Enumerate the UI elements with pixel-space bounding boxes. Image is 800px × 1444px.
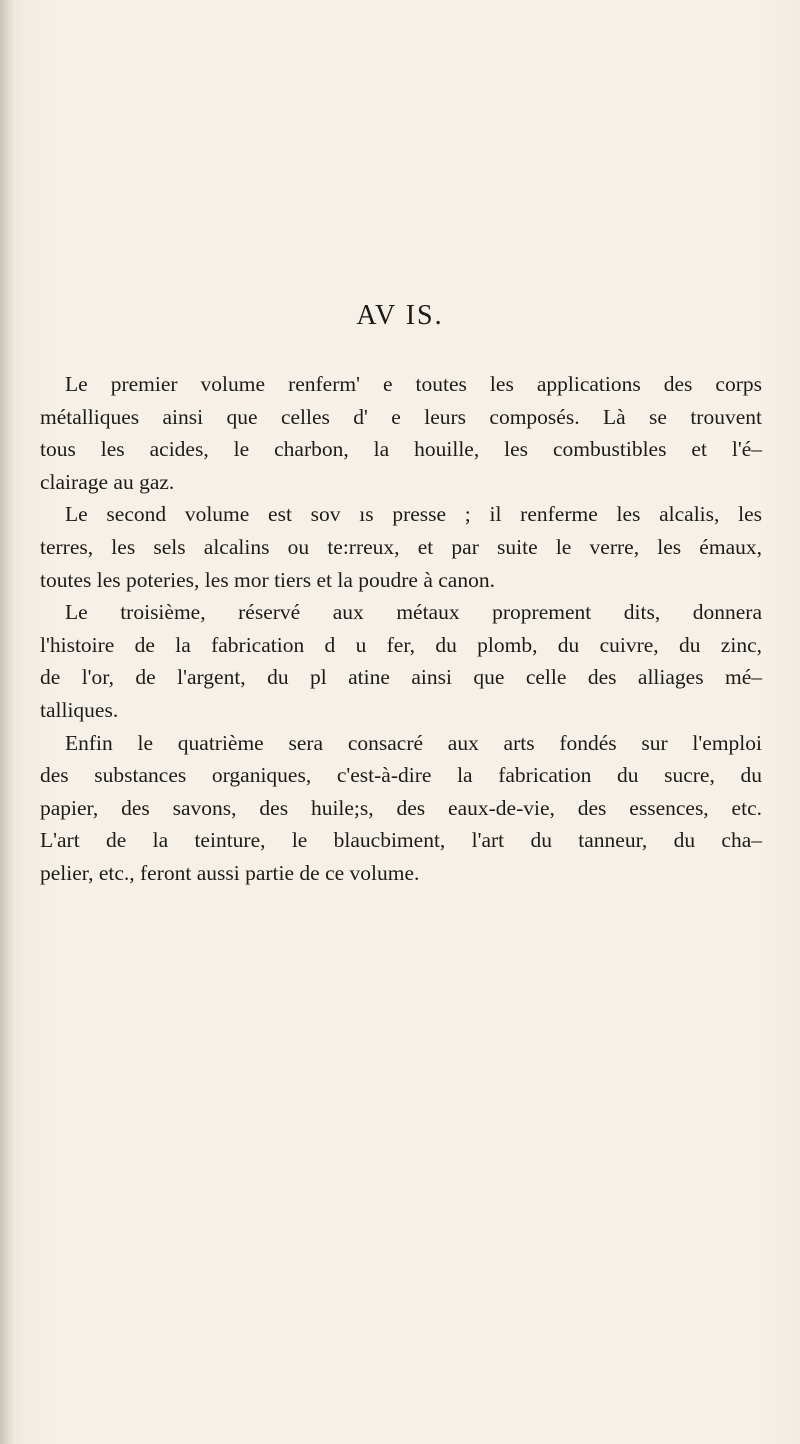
text-line: Le second volume est sov ıs presse ; il renferme les alcalis, les [65,502,762,527]
paragraph-4 [40,727,762,890]
text-line: pelier, etc., feront aussi partie de ce volume. [40,860,420,885]
paragraph-1 [40,368,762,498]
spine-shadow [0,0,14,1444]
text-line: Enfin le quatrième sera consacré aux arts fondés sur l'emploi [65,730,762,755]
paragraph-3 [40,596,762,726]
body-text [40,368,762,890]
text-line: talliques. [40,697,119,722]
text-line: L'art de la teinture, le blaucbiment, l'art du tanneur, du cha– [40,828,762,853]
text-line: papier, des savons, des huile;s, des eaux-de-vie, des essences, etc. [40,795,762,820]
text-line: Le troisième, réservé aux métaux proprement dits, donnera [65,600,762,625]
text-line: toutes les poteries, les mor tiers et la poudre à canon. [40,567,495,592]
text-line: de l'or, de l'argent, du pl atine ainsi que celle des alliages mé– [40,665,762,690]
text-line: des substances organiques, c'est-à-dire la fabrication du sucre, du [40,763,762,788]
page-title: AV IS. [356,300,444,331]
text-line: Le premier volume renferm' e toutes les applications des corps [65,372,762,396]
text-line: clairage au gaz. [40,469,175,494]
text-line: l'histoire de la fabrication d u fer, du plomb, du cuivre, du zinc, [40,632,762,657]
text-line: tous les acides, le charbon, la houille, les combustibles et l'é– [40,437,762,462]
text-line: métalliques ainsi que celles d' e leurs composés. Là se trouvent [40,404,762,429]
paragraph-2 [40,498,762,596]
text-line: terres, les sels alcalins ou te:rreux, et par suite le verre, les émaux, [40,534,762,559]
